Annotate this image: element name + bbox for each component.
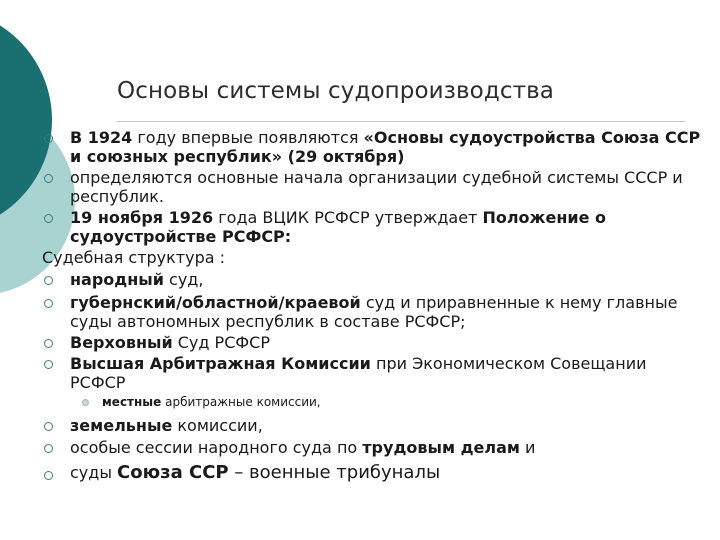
circle-bullet-icon: [44, 471, 53, 480]
item-text-2: – военные трибуналы: [228, 462, 441, 483]
item-text-2: и: [519, 438, 536, 457]
list-item: [42, 354, 702, 392]
item-bold: В 1924: [70, 128, 133, 147]
dot-bullet-icon: [82, 399, 89, 406]
item-bold: местные: [102, 395, 162, 409]
list-item: [42, 438, 702, 457]
item-bold: народный: [70, 270, 164, 289]
list-item: [42, 168, 702, 206]
item-text: комиссии,: [172, 416, 263, 435]
item-bold: трудовым делам: [362, 438, 520, 457]
list-item: [42, 463, 702, 482]
circle-bullet-icon: [44, 299, 53, 308]
circle-bullet-icon: [44, 360, 53, 369]
circle-bullet-icon: [44, 134, 53, 143]
slide-title: Основы системы судопроизводства: [117, 78, 554, 104]
title-divider: [117, 121, 685, 122]
item-bold: Верховный: [70, 333, 173, 352]
item-text: Суд РСФСР: [172, 333, 270, 352]
item-text: при Экономическом Совещании РСФСР: [70, 354, 647, 392]
item-bold-2: Положение о судоустройстве РСФСР:: [70, 208, 606, 246]
item-text: особые сессии народного суда по: [70, 438, 363, 457]
list-item: [42, 208, 702, 246]
item-bold: 19 ноября 1926: [70, 208, 214, 227]
item-bold: земельные: [70, 416, 173, 435]
circle-bullet-icon: [44, 174, 53, 183]
sub-list-item: [42, 394, 702, 410]
item-text: суды: [70, 463, 118, 482]
item-bold-2: «Основы судоустройства Союза ССР и союзных республик» (29 октября): [70, 128, 701, 166]
circle-bullet-icon: [44, 422, 53, 431]
item-text: арбитражные комиссии,: [161, 395, 321, 409]
item-text: суд,: [163, 270, 204, 289]
item-text: года ВЦИК РСФСР утверждает: [213, 208, 483, 227]
item-bold: Высшая Арбитражная Комиссии: [70, 354, 371, 373]
item-text: суд и приравненные к нему главные суды автономных республик в составе РСФСР;: [70, 293, 678, 331]
slide-content: [42, 128, 702, 482]
structure-heading: Судебная структура :: [42, 248, 226, 267]
item-bold: Союза ССР: [117, 462, 229, 483]
list-item: [42, 128, 702, 166]
list-item: [42, 416, 702, 435]
circle-bullet-icon: [44, 214, 53, 223]
item-bold: губернский/областной/краевой: [70, 293, 361, 312]
list-item: [42, 333, 702, 352]
item-text: определяются основные начала организации судебной системы СССР и республик.: [70, 168, 683, 206]
list-item: [42, 270, 702, 289]
list-item: [42, 293, 702, 331]
circle-bullet-icon: [44, 276, 53, 285]
item-text: году впервые появляются: [132, 128, 364, 147]
circle-bullet-icon: [44, 339, 53, 348]
circle-bullet-icon: [44, 444, 53, 453]
